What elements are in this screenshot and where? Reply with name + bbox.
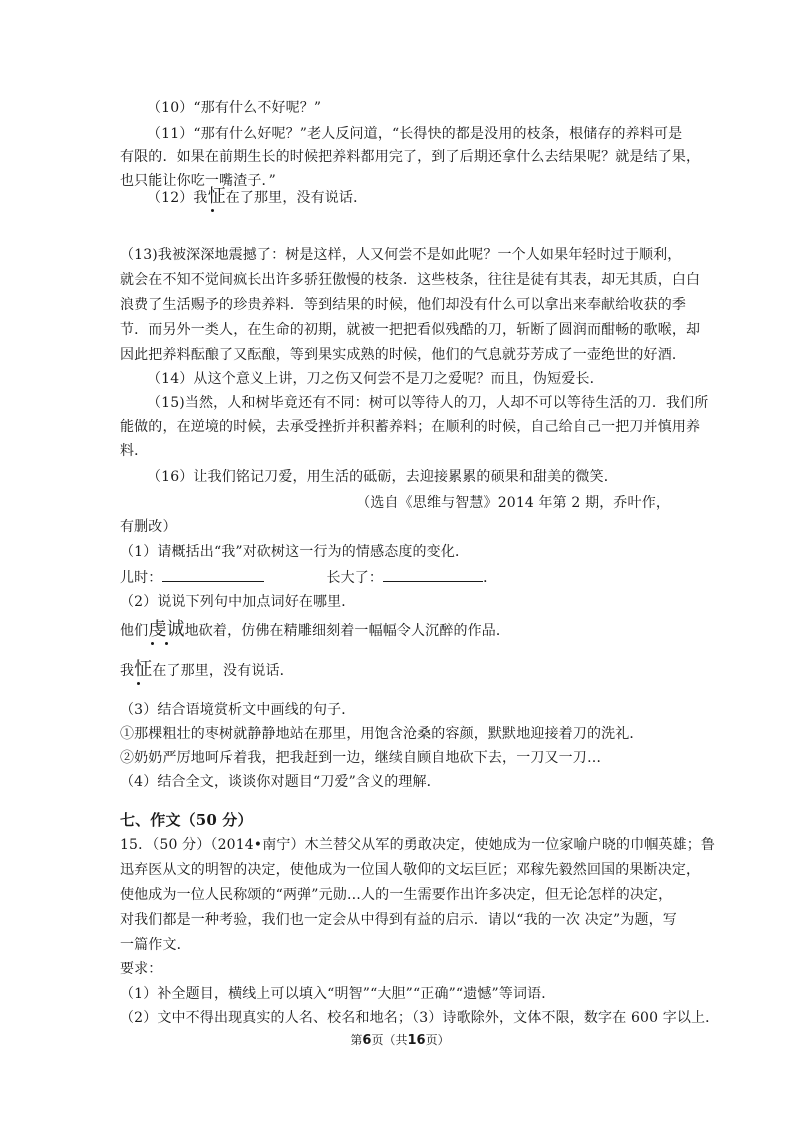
answer-blank-adult[interactable] xyxy=(383,567,483,582)
composition-prompt-line-4: 对我们都是一种考验，我们也一定会从中得到有益的启示．请以“我的一次 决定”为题，写 xyxy=(120,912,677,928)
composition-prompt-line-3: 使他成为一位人民称颂的“两弹”元勋…人的一生需要作出许多决定，但无论怎样的决定， xyxy=(120,887,673,903)
source-citation: （选自《思维与智慧》2014 年第 2 期，乔叶作， xyxy=(356,495,670,511)
composition-prompt-line-5: 一篇作文． xyxy=(120,937,191,953)
paragraph-15-line-3: 料． xyxy=(120,443,149,459)
dotted-word: 怔 xyxy=(134,659,153,680)
page-footer xyxy=(0,1031,800,1048)
answer-label-childhood: 儿时： xyxy=(120,570,163,586)
composition-prompt-line-2: 迅弃医从文的明智的决定，使他成为一位国人敬仰的文坛巨匠；邓稼先毅然回国的果断决定， xyxy=(120,862,701,878)
question-2-sentence-1 xyxy=(120,620,510,641)
question-1: （1）请概括出“我”对砍树这一行为的情感态度的变化． xyxy=(120,544,470,560)
footer-suffix: 页） xyxy=(425,1033,450,1047)
paragraph-16: （16）让我们铭记刀爱，用生活的砥砺，去迎接累累的硕果和甜美的微笑． xyxy=(147,469,618,485)
paragraph-15-line-1: （15)当然，人和树毕竟还有不同：树可以等待人的刀，人却不可以等待生活的刀．我们所 xyxy=(147,395,709,411)
question-3-sentence-1: ①那棵粗壮的枣树就静静地站在那里，用饱含沧桑的容颜，默默地迎接着刀的洗礼． xyxy=(120,726,644,742)
paragraph-12-text-end: 在了那里，没有说话． xyxy=(225,190,368,206)
paragraph-13-line-5: 因此把养料酝酿了又酝酿，等到果实成熟的时候，他们的气息就芬芳成了一壶绝世的好酒． xyxy=(120,347,686,363)
sentence-text-end: 地砍着，仿佛在精雕细刻着一幅幅令人沉醉的作品． xyxy=(184,623,511,639)
answer-blank-childhood[interactable] xyxy=(162,567,264,582)
answer-label-adult: 长大了： xyxy=(326,570,384,586)
paragraph-15-line-2: 能做的，在逆境的时候，去承受挫折并积蓄养料；在顺利的时候，自己给自己一把刀并慎用养 xyxy=(120,419,701,435)
composition-prompt-line-1: 15．（50 分）（2014•南宁）木兰替父从军的勇敢决定，使她成为一位家喻户晓的巾帼英雄；鲁 xyxy=(120,837,716,853)
paragraph-13-line-4: 节．而另外一类人，在生命的初期，就被一把把看似残酷的刀，斩断了圆润而酣畅的歌喉，却 xyxy=(120,322,701,338)
question-3-sentence-2: ②奶奶严厉地呵斥着我，把我赶到一边，继续自顾自地砍下去，一刀又一刀… xyxy=(120,750,602,766)
question-4: （4）结合全文，谈谈你对题目“刀爱”含义的理解． xyxy=(120,774,441,790)
paragraph-13-line-3: 浪费了生活赐予的珍贵养料．等到结果的时候，他们却没有什么可以拿出来奉献给收获的季 xyxy=(120,297,686,313)
paragraph-13-line-1: （13)我被深深地震撼了：树是这样，人又何尝不是如此呢？一个人如果年轻时过于顺利， xyxy=(120,247,682,263)
paragraph-10: （10）“那有什么不好呢？” xyxy=(147,100,322,116)
paragraph-14: （14）从这个意义上讲，刀之伤又何尝不是刀之爱呢？而且，伪短爱长． xyxy=(147,371,604,387)
paragraph-12 xyxy=(147,187,367,208)
sentence-text: 我 xyxy=(120,663,135,679)
question-2-sentence-2 xyxy=(120,660,294,681)
question-2: （2）说说下列句中加点词好在哪里． xyxy=(120,594,356,610)
page-total: 16 xyxy=(407,1033,426,1048)
section-heading: 七、作文（50 分） xyxy=(120,811,253,829)
question-3: （3）结合语境赏析文中画线的句子． xyxy=(120,702,356,718)
footer-prefix: 第 xyxy=(350,1033,363,1047)
answer-line-end: ． xyxy=(483,570,498,586)
paragraph-12-text: （12）我 xyxy=(147,190,208,206)
sentence-text: 他们 xyxy=(120,623,149,639)
paragraph-11-line-2: 有限的．如果在前期生长的时候把养料都用完了，到了后期还拿什么去结果呢？就是结了果， xyxy=(120,149,701,165)
dotted-word: 虔诚 xyxy=(148,619,185,640)
requirements-label: 要求： xyxy=(120,961,163,977)
paragraph-11-line-3: 也只能让你吃一嘴渣子．” xyxy=(120,173,276,189)
requirement-1: （1）补全题目，横线上可以填入“明智”“大胆”“正确”“遗憾”等词语． xyxy=(120,986,556,1002)
paragraph-13-line-2: 就会在不知不觉间疯长出许多骄狂傲慢的枝条．这些枝条，往往是徒有其表，却无其质，白白 xyxy=(120,272,701,288)
source-citation-end: 有删改） xyxy=(120,519,177,535)
question-1-answer-line xyxy=(120,567,497,588)
footer-mid: 页（共 xyxy=(371,1033,408,1047)
requirement-2: （2）文中不得出现真实的人名、校名和地名；（3）诗歌除外，文体不限，数字在 600 字以上． xyxy=(120,1010,720,1026)
dotted-word: 怔 xyxy=(207,186,226,207)
paragraph-11-line-1: （11）“那有什么好呢？”老人反问道，“长得快的都是没用的枝条，根储存的养料可是 xyxy=(147,126,683,142)
page-number: 6 xyxy=(362,1033,372,1048)
sentence-text-end: 在了那里，没有说话． xyxy=(152,663,294,679)
